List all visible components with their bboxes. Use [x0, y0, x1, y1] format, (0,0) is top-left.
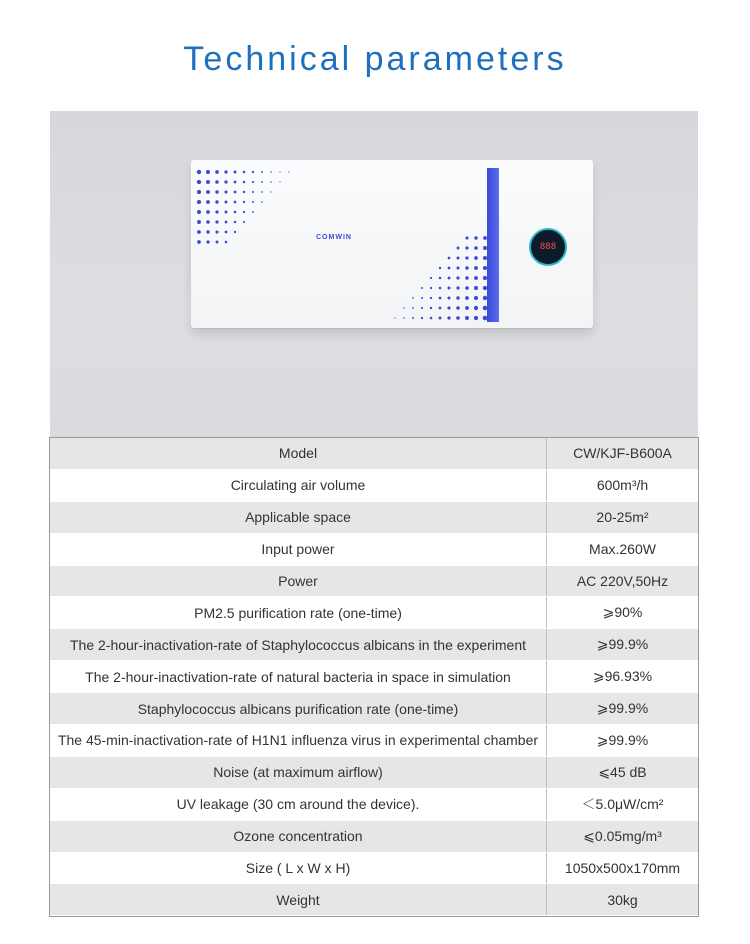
dot: [474, 316, 478, 320]
dot: [474, 286, 478, 290]
dot: [430, 287, 432, 289]
table-row: [50, 756, 698, 788]
dot: [474, 256, 478, 260]
spec-label: Size ( L x W x H): [50, 852, 547, 884]
dot: [421, 317, 423, 319]
table-row: [50, 469, 698, 501]
dot: [216, 241, 219, 244]
dot: [465, 246, 468, 249]
dot: [234, 221, 236, 223]
dot: [197, 240, 201, 244]
spec-label: The 45-min-inactivation-rate of H1N1 influenza virus in experimental chamber: [50, 725, 547, 757]
dot: [206, 170, 210, 174]
dot: [243, 191, 245, 193]
spec-value: 600m³/h: [547, 469, 699, 501]
dot: [412, 317, 414, 319]
dot: [252, 191, 254, 193]
dot: [234, 231, 236, 233]
spec-label: Staphylococcus albicans purification rate (one-time): [50, 693, 547, 725]
dot: [465, 276, 469, 280]
dot: [243, 211, 245, 213]
dot: [447, 306, 450, 309]
spec-label: Ozone concentration: [50, 820, 547, 852]
dot: [215, 200, 218, 203]
dot: [234, 171, 237, 174]
dot: [465, 316, 469, 320]
dot: [430, 317, 433, 320]
spec-value: ＜5.0μW/cm²: [547, 788, 699, 820]
digital-display: 888: [529, 228, 567, 266]
dot: [412, 307, 414, 309]
table-row: [50, 597, 698, 629]
spec-value: ⩾99.9%: [547, 629, 699, 661]
spec-label: Model: [50, 438, 547, 469]
dot: [439, 287, 442, 290]
dot: [465, 296, 469, 300]
dot: [270, 191, 271, 192]
dot-pattern-top-left: [191, 160, 301, 250]
spec-label: Applicable space: [50, 501, 547, 533]
dot: [447, 296, 450, 299]
spec-value: CW/KJF-B600A: [547, 438, 699, 469]
dot: [447, 316, 450, 319]
dot: [261, 191, 263, 193]
spec-value: ⩽0.05mg/m³: [547, 820, 699, 852]
dot: [457, 257, 460, 260]
dot: [215, 230, 218, 233]
product-photo: [50, 111, 698, 438]
spec-label: Weight: [50, 884, 547, 916]
dot: [206, 210, 210, 214]
dot: [279, 181, 280, 182]
dot: [261, 201, 263, 203]
dot: [412, 297, 414, 299]
spec-value: AC 220V,50Hz: [547, 565, 699, 597]
dot: [403, 317, 405, 319]
dot: [430, 297, 432, 299]
spec-value: ⩾96.93%: [547, 661, 699, 693]
dot: [261, 181, 263, 183]
dot: [448, 287, 451, 290]
table-row: [50, 852, 698, 884]
table-row: [50, 820, 698, 852]
table-row: [50, 693, 698, 725]
dot: [474, 306, 478, 310]
spec-value: 1050x500x170mm: [547, 852, 699, 884]
spec-label: The 2-hour-inactivation-rate of natural bacteria in space in simulation: [50, 661, 547, 693]
dot: [456, 316, 460, 320]
dot: [465, 306, 469, 310]
dot: [197, 190, 201, 194]
page-title: Technical parameters: [183, 40, 567, 78]
dot: [270, 171, 272, 173]
dot: [243, 181, 246, 184]
dot: [225, 241, 228, 244]
dot: [457, 247, 460, 250]
spec-table: [50, 438, 698, 916]
dot: [224, 180, 227, 183]
dot: [394, 317, 395, 318]
dot: [197, 210, 201, 214]
air-purifier-device: [191, 160, 593, 328]
dot: [261, 171, 263, 173]
dot: [215, 220, 218, 223]
spec-label: UV leakage (30 cm around the device).: [50, 788, 547, 820]
dot: [474, 246, 478, 250]
dot: [456, 266, 459, 269]
dot: [421, 297, 423, 299]
dot: [234, 201, 237, 204]
dot: [206, 240, 209, 243]
table-row: [50, 629, 698, 661]
dot: [456, 286, 459, 289]
table-row: [50, 565, 698, 597]
dot: [215, 180, 219, 184]
dot: [243, 221, 245, 223]
brand-logo: COMWIN: [316, 234, 352, 241]
dot: [206, 180, 210, 184]
dot: [439, 277, 442, 280]
dot: [197, 200, 201, 204]
dot: [288, 171, 289, 172]
dot: [430, 307, 432, 309]
dot: [403, 307, 404, 308]
dot: [439, 307, 442, 310]
dot: [243, 171, 246, 174]
dot: [270, 181, 271, 182]
dot: [225, 211, 228, 214]
spec-value: ⩾99.9%: [547, 725, 699, 757]
table-row: [50, 501, 698, 533]
dot: [243, 201, 245, 203]
dot: [474, 276, 478, 280]
dot: [252, 181, 254, 183]
dot: [206, 190, 210, 194]
dot-pattern-bottom-right: [381, 228, 491, 328]
dot: [197, 230, 201, 234]
dot: [206, 200, 210, 204]
dot: [234, 211, 237, 214]
dot: [456, 296, 459, 299]
spec-label: PM2.5 purification rate (one-time): [50, 597, 547, 629]
dot: [430, 277, 432, 279]
spec-value: Max.260W: [547, 533, 699, 565]
dot: [234, 181, 237, 184]
dot: [474, 266, 478, 270]
spec-value: ⩽45 dB: [547, 756, 699, 788]
dot: [421, 287, 423, 289]
dot: [234, 191, 237, 194]
dot: [448, 257, 451, 260]
dot: [448, 277, 451, 280]
dot: [465, 256, 468, 259]
dot: [456, 276, 459, 279]
dot: [224, 190, 227, 193]
spec-label: Power: [50, 565, 547, 597]
spec-label: The 2-hour-inactivation-rate of Staphylococcus albicans in the experiment: [50, 629, 547, 661]
spec-value: ⩾99.9%: [547, 693, 699, 725]
dot: [279, 171, 280, 172]
table-row: [50, 438, 698, 469]
blue-accent-stripe: [487, 168, 499, 322]
dot: [448, 267, 451, 270]
dot: [474, 296, 478, 300]
dot: [439, 267, 441, 269]
dot: [225, 221, 228, 224]
dot: [456, 306, 459, 309]
table-row: [50, 884, 698, 916]
spec-label: Circulating air volume: [50, 469, 547, 501]
dot: [252, 211, 254, 213]
dot: [197, 170, 201, 174]
spec-label: Input power: [50, 533, 547, 565]
dot: [465, 286, 469, 290]
dot: [474, 236, 477, 239]
dot: [465, 266, 468, 269]
dot: [252, 201, 254, 203]
spec-value: 30kg: [547, 884, 699, 916]
dot: [197, 180, 201, 184]
dot: [439, 317, 442, 320]
dot: [215, 190, 218, 193]
table-row: [50, 725, 698, 757]
dot: [215, 170, 219, 174]
dot: [224, 170, 227, 173]
spec-value: 20-25m²: [547, 501, 699, 533]
dot: [465, 236, 468, 239]
dot: [215, 210, 218, 213]
table-row: [50, 788, 698, 820]
dot: [421, 307, 423, 309]
table-row: [50, 661, 698, 693]
dot: [225, 231, 228, 234]
dot: [252, 171, 254, 173]
spec-label: Noise (at maximum airflow): [50, 756, 547, 788]
dot: [439, 297, 442, 300]
dot: [224, 200, 227, 203]
spec-value: ⩾90%: [547, 597, 699, 629]
dot: [197, 220, 201, 224]
table-row: [50, 533, 698, 565]
dot: [206, 230, 209, 233]
dot: [206, 220, 210, 224]
